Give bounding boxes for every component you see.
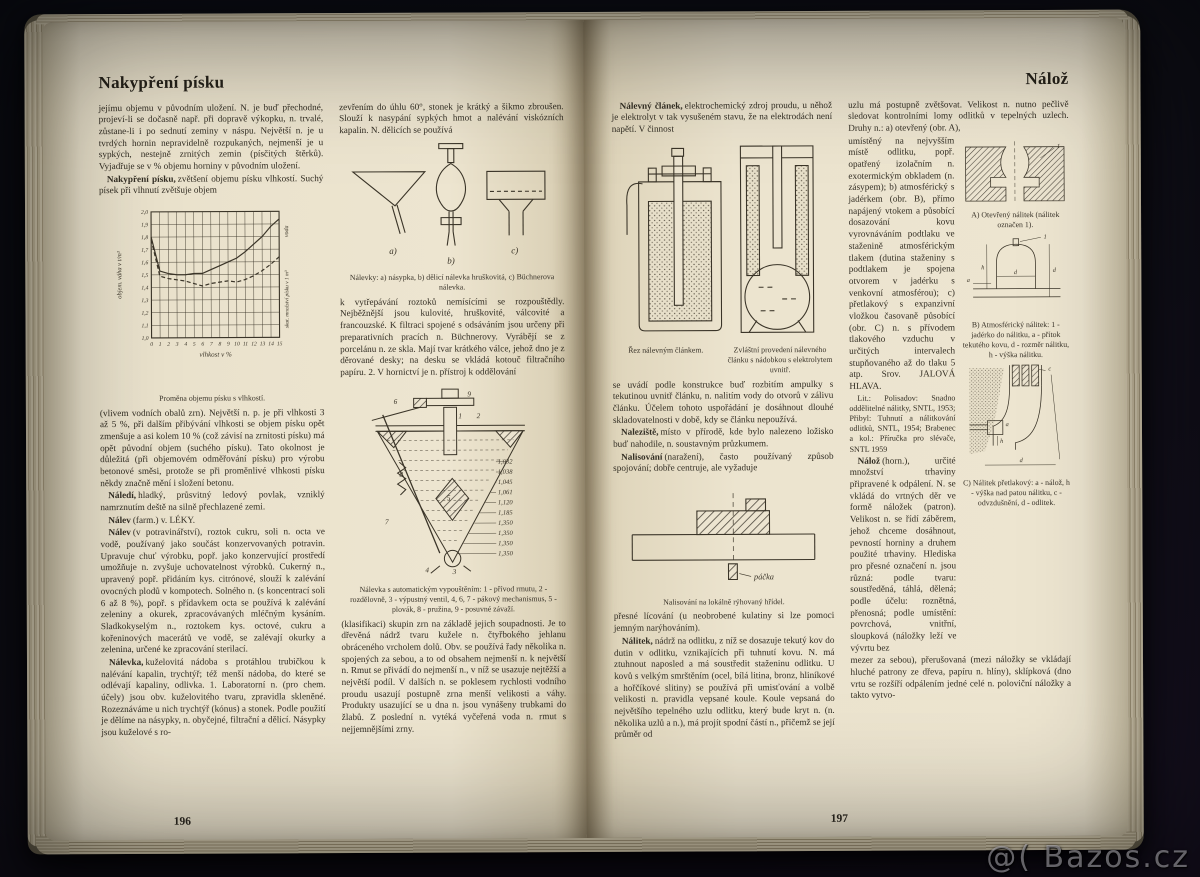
svg-text:1,3: 1,3 <box>141 298 149 305</box>
caption-A: A) Otevřený nálitek (nálitek označen 1). <box>971 210 1060 230</box>
open-riser-drawing <box>963 137 1067 205</box>
paragraph: mezer za sebou), přerušovaná (mezi náložky se vkládají hluché patrony ze dřeva, papíru n. hlíny), sklípková (dno vrtu se rozšíří odpálením jedné celé n. poloviční náložky a takto vytvo- <box>850 654 1072 701</box>
svg-text:1,5: 1,5 <box>141 272 149 280</box>
atmospheric-riser-drawing <box>963 233 1067 315</box>
svg-text:1,8: 1,8 <box>141 235 149 242</box>
svg-text:2,0: 2,0 <box>141 209 149 217</box>
figC-h-label: h <box>1000 438 1004 446</box>
svg-text:0: 0 <box>150 341 154 348</box>
sand-mass <box>970 368 1005 454</box>
svg-text:14: 14 <box>268 341 275 348</box>
entry-naleziste: Naleziště, místo v přírodě, kde bylo nalezeno ložisko buď nahodile, n. soustavným průzkumem. <box>613 426 834 449</box>
pour-cells-drawing <box>619 140 826 339</box>
caption-cell-section: Řez nálevným článkem. <box>628 345 704 356</box>
narrow-text-column <box>848 135 956 655</box>
funnel-label-c: c) <box>510 244 518 255</box>
paragraph: umístěný na nejvyšším místě odlitku, popř. opatřený izolačním n. exotermickým obkladem (n. zásypem); b) atmosférický s jadérkem (obr. B), přímo napájený vtokem a působící dosazování kovu vyrovnáváním podtlaku ve staženině atmosférickým tlakem (dutina staženiny s podtlakem je spojena otvorem v jadérku s venkovní atmosférou); c) přetlakový s expanzivní vložkou časovaně působící (obr. C) n. s přívodem tlakového vzduchu v určitých intervalech stupňovaného až do tlaku 5 atp. Srov. JALOVÁ HLAVA. <box>848 135 956 391</box>
svg-text:voda: voda <box>284 225 291 238</box>
paragraph: k vytřepávání roztoků nemísícími se rozpouštědly. Nejběžnější jsou kulovité, hruškovité, válcovité a francouzské. K filtraci spojené s odsáváním jsou určeny při preparativních pracích n. Büchnerovy. Vyrábějí se z porcelánu n. ze skla. Mají tvar krátkého válce, jehož dno je z děrované desky; na desku se vkládá kotouč filtračního papíru. 2. V hornictví je n. přístroj k oddělování <box>339 295 565 377</box>
svg-text:1,185: 1,185 <box>498 509 513 517</box>
cone-classifier-drawing <box>350 383 556 580</box>
svg-text:1,350: 1,350 <box>498 549 514 558</box>
figB-h-label: h <box>981 264 985 272</box>
svg-text:4: 4 <box>184 341 188 348</box>
riser-A-label: 1 <box>1057 142 1061 150</box>
running-head-right: Nálož <box>1025 68 1069 89</box>
figC-a-label: a <box>1005 421 1009 429</box>
entry-nakypreni-pisku: Nakypření písku, zvětšení objemu písku vlhkostí. Suchý písek při vlhnutí zvětšuje objem <box>98 172 324 196</box>
paragraph: (klasifikaci) skupin zrn na základě jejich soupadnosti. Je to dřevěná nádrž tvaru kužele n. čtyřbokého jehlanu obráceného vrcholem dolů. Obv. se používá řady několika n. spojených za sebou, a to od obsahem nejmenší n. k největší n. Rmut se přivádí do nejmenší n., v níž se usazuje nejtěžší a největší podíl. V dalších n. se poklesem rychlosti vodního proudu usazují postupně zrna menší velikosti a váhy. Produkty usazující se u dna n. jsou vynášeny trubkami do žlabů. Z poslední n. vytéká vyčeřená voda n. rmut s nejjemnějšími zrny. <box>341 617 567 734</box>
caption-B: B) Atmosférický nálitek: 1 - jadérko do nálitku, a - přítok tekutého kovu, d - rozměr nálitku, h - výška nálitku. <box>962 320 1070 359</box>
svg-text:5: 5 <box>447 493 451 502</box>
svg-text:1,038: 1,038 <box>498 468 513 476</box>
svg-text:8: 8 <box>218 341 222 348</box>
figure-open-riser-A <box>961 137 1069 231</box>
press-fit-caption: Nalisování na lokálně rýhovaný hřídel. <box>663 596 785 607</box>
page-number-right: 197 <box>830 812 848 825</box>
column-4 <box>848 98 1071 740</box>
paragraph: (vlivem vodních obalů zrn). Největší n. p. je při vlhkosti 3 až 5 %, při dalším přibývání vlhkosti se objem písku opět zmenšuje a asi kolem 10 % (což závisí na zrnitosti písku) má opět původní objem (suchého písku). Tato okolnost je důležitá (při objemovém odměřování písku) pro výrobu betonové směsi, protože se při proměnlivé vlhkosti písku někdy značně mění i složení betonu. <box>99 406 325 488</box>
bazos-watermark: @( Bazos.cz <box>986 840 1190 875</box>
press-fit-drawing <box>620 479 826 592</box>
figure-cone-classifier <box>340 383 566 615</box>
svg-text:1,2: 1,2 <box>141 310 149 317</box>
figure-column <box>961 135 1071 655</box>
entry-nalevny-clanek: Nálevný článek, elektrochemický zdroj proudu, u něhož je elektrolyt v tak vysušeném stavu, že na elektrodách není napětí. V činnost <box>611 99 833 134</box>
svg-text:6: 6 <box>201 341 205 348</box>
svg-text:7: 7 <box>385 517 389 526</box>
shaft-lever-label: páčka <box>754 572 775 582</box>
cell-captions <box>613 345 834 375</box>
svg-text:1,4: 1,4 <box>141 285 149 292</box>
entry-nalev-farm: Nálev (farm.) v. LÉKY. <box>108 514 196 525</box>
column-3 <box>612 99 835 741</box>
svg-text:3: 3 <box>452 567 457 576</box>
caption-cell-special: Zvláštní provedení nálevného článku s nádobkou s elektrolytem uvnitř. <box>727 345 833 374</box>
funnel-label-a: a) <box>388 245 397 256</box>
svg-text:1: 1 <box>458 411 463 420</box>
entry-nalev-potr: Nálev (v potravinářství), roztok cukru, soli n. octa ve vodě, používaný jako součást konzervovaných potravin. Upravuje chuť výrobku, popř. jako konzervující prostředí umožňuje n. zvyšuje uchovatelnost výrobků. Cukerný n., upravený popř. přidáním kys. citrónové, slouží k zalévání ovocných plodů v kompotech. Solného n. (s koncentrací soli 6 až 8 %), popř. s přídavkem octa se používá k zalévání zeleniny a okurek, zpracovávaných mléčným kysáním. Sladkokyselým n., roztokem kys. octové, cukru a kořeninových macerátů ve vodě, se zalévají okurky a zelenina, určené ke zpracování sterilací. <box>100 526 326 655</box>
column-4-split <box>848 135 1071 656</box>
svg-text:1,350: 1,350 <box>498 539 514 547</box>
figure-funnels <box>339 141 564 293</box>
figC-d-label: d <box>1019 457 1023 465</box>
sand-chart-plot <box>111 201 312 388</box>
svg-text:3: 3 <box>176 341 179 348</box>
svg-text:6: 6 <box>393 397 398 406</box>
entry-naloz: Nálož (horn.), určité množství trhaviny připravené k odpálení. N. se vkládá do vrtných děr ve formě náložek (patron). Velikost n. se řídí záběrem, jehož chceme dosáhnout, pevností horniny a druhem použité trhaviny. Hlediska pro přesné označení n. jsou různá: podle tvaru: soustředěná, táhlá, dělená; podle účelu: roznětná, přenosná; podle umístění: povrchová, vnitřní, sloupková (náložky leží ve vývrtu bez <box>849 455 957 653</box>
svg-text:1,9: 1,9 <box>141 222 149 229</box>
figB-core-label: 1 <box>1043 233 1047 241</box>
funnels-drawing <box>346 141 557 268</box>
figure-press-fit-shaft <box>613 479 834 607</box>
page-197 <box>583 18 1128 838</box>
svg-text:12: 12 <box>251 341 258 348</box>
figure-sand-moisture-chart <box>99 201 324 403</box>
caption-C: C) Nálitek přetlakový: a - nálož, h - výška nad patou nálitku, c - odvzdušnění, d - odlitek. <box>963 477 1070 507</box>
paragraph: se uvádí podle konstrukce buď rozbitím ampulky s tekutinou uvnitř článku, n. nalitím vody do otvorů v zálivu článku. Účelem tohoto uspořádání je dosáhnout dlouhé skladovatelnosti v době, kdy se článku nepoužívá. <box>612 378 834 425</box>
figB-d-right-label: d <box>1052 266 1057 274</box>
figure-pressure-riser-C <box>962 362 1070 507</box>
page-number-left: 196 <box>173 815 191 828</box>
svg-text:15: 15 <box>277 341 283 348</box>
svg-text:1,6: 1,6 <box>141 260 149 267</box>
page-196-content <box>98 70 566 804</box>
paragraph: přesné lícování (u neobrobené kulatiny si lze pomoci jemným narýhováním). <box>613 610 835 634</box>
svg-text:1,350: 1,350 <box>498 529 514 537</box>
page-197-content <box>611 68 1071 802</box>
svg-text:1: 1 <box>158 341 162 348</box>
svg-text:1,350: 1,350 <box>498 519 513 527</box>
svg-text:1,032: 1,032 <box>497 458 513 466</box>
paragraph: uzlu má postupně zvětšovat. Velikost n. nutno pečlivě sledovat kontrolními lomy odlitků v tepelných uzlech. Druhy n.: a) otevřený (obr. A), <box>848 98 1069 133</box>
figure-pour-cells <box>612 140 833 343</box>
svg-text:4: 4 <box>425 565 430 574</box>
open-book <box>24 10 1144 855</box>
svg-text:9: 9 <box>467 389 472 398</box>
svg-text:2: 2 <box>476 411 481 420</box>
figB-d-label: d <box>1014 268 1018 276</box>
figC-c-label: c <box>1048 365 1052 373</box>
svg-text:objem. váha v t/m³: objem. váha v t/m³ <box>116 251 124 299</box>
svg-text:2: 2 <box>167 341 171 348</box>
svg-text:10: 10 <box>234 341 241 348</box>
page-196 <box>42 20 587 840</box>
svg-text:1,1: 1,1 <box>141 323 149 330</box>
entry-nalevka: Nálevka, kuželovitá nádoba s protáhlou trubičkou k nalévání kapalin, trychtýř; též menší nádoba, do které se odlévají kapaliny, odlivka. 1. Laboratorní n. (pro chem. účely) jsou obv. kuželovitého tvaru, zpravidla skleněné. Rozeznáváme u nich trychtýř (kónus) a stonek. Podle použití je dělíme na násypky, n. obyčejné, filtrační a dělicí. Násypky jsou kuželové s ro- <box>101 656 326 738</box>
column-2 <box>339 101 566 739</box>
pressure-riser-drawing <box>964 362 1068 472</box>
svg-text:1,045: 1,045 <box>498 478 513 486</box>
entry-naledi: Náledí, hladký, průsvitný ledový povlak, vzniklý namrznutím deště na silně přechlazené zemi. <box>100 489 325 513</box>
paragraph: zevřením do úhlu 60°, stonek je krátký a šikmo zbroušen. Slouží k nasypání sypkých hmot a nalévání viskózních kapalin. N. dělicích se používá <box>339 100 564 136</box>
svg-text:1,120: 1,120 <box>498 498 513 507</box>
figB-a-label: a <box>967 276 971 284</box>
entry-nalisovani: Nalisování (naražení), často používaný způsob spojování; dobře centruje, ale vyžaduje <box>613 450 834 474</box>
paragraph: jejímu objemu v původním uložení. N. je buď přechodné, projeví-li se dočasně např. při dopravě výkopku, n. trvalé, zůstane-li i po sednutí zeminy v náspu. Největší n. je u tvrdých hornin nepravidelně rozpukaných, nejmenší je u sypkých, nestejně zrnitých zemin (písčitých štěrků). Vyjadřuje se v % objemu horniny v původním uložení. <box>98 101 324 172</box>
funnels-caption: Nálevky: a) násypka, b) dělicí nálevka hruškovitá, c) Büchnerova nálevka. <box>349 272 555 292</box>
figure-atmospheric-riser-B <box>962 233 1070 360</box>
svg-text:11: 11 <box>243 341 249 348</box>
svg-text:8: 8 <box>399 470 404 479</box>
svg-text:13: 13 <box>259 341 266 348</box>
svg-text:skut. množství písku v 1 m³: skut. množství písku v 1 m³ <box>284 270 291 329</box>
svg-text:1,7: 1,7 <box>141 247 149 254</box>
svg-text:5: 5 <box>193 341 196 348</box>
cone-caption: Nálevka s automatickým vypouštěním: 1 - přívod rmutu, 2 - rozdělovně, 3 - výpustný ventil, 4, 6, 7 - pákový mechanismus, 5 - plovák, 8 - pružina, 9 - posuvné závaží. <box>350 584 557 614</box>
svg-text:1,0: 1,0 <box>141 335 149 343</box>
literature-note: Lit.: Polisadov: Snadno oddělitelné nálitky, SNTL, 1953; Přibyl: Tuhnutí a nálitkování odlitků, SNTL, 1954; Brabenec a kol.: Příručka pro slévače, SNTL 1959 <box>849 393 956 454</box>
svg-text:9: 9 <box>227 341 231 348</box>
column-1 <box>99 102 326 740</box>
svg-text:7: 7 <box>210 341 214 348</box>
chart-caption: Proměna objemu písku s vlhkostí. <box>159 393 266 403</box>
running-head-left: Nakypření písku <box>98 72 225 93</box>
svg-text:vlhkost v %: vlhkost v % <box>199 350 233 359</box>
funnel-label-b: b) <box>446 255 455 266</box>
page-spread <box>42 18 1128 841</box>
entry-nalitek: Nálitek, nádrž na odlitku, z níž se dosazuje tekutý kov do dutin v odlitku, vznikajících při tuhnutí kovu. N. má ztuhnout naposled a má soustředit staženinu odlitku. U kovů s velkým smrštěním (ocel, bílá litina, bronz, hliníkové a hořčíkové slitiny) se používá při umisťování a volbě velikosti n. pravidla vepsané koule. Koule vepsaná do největšího tepelného uzlu odlitku, který bude kryt n. (n. několika uzlů a n.), má projít spodní částí n., přičemž se její průměr od <box>613 634 835 740</box>
svg-text:1,061: 1,061 <box>498 488 513 496</box>
